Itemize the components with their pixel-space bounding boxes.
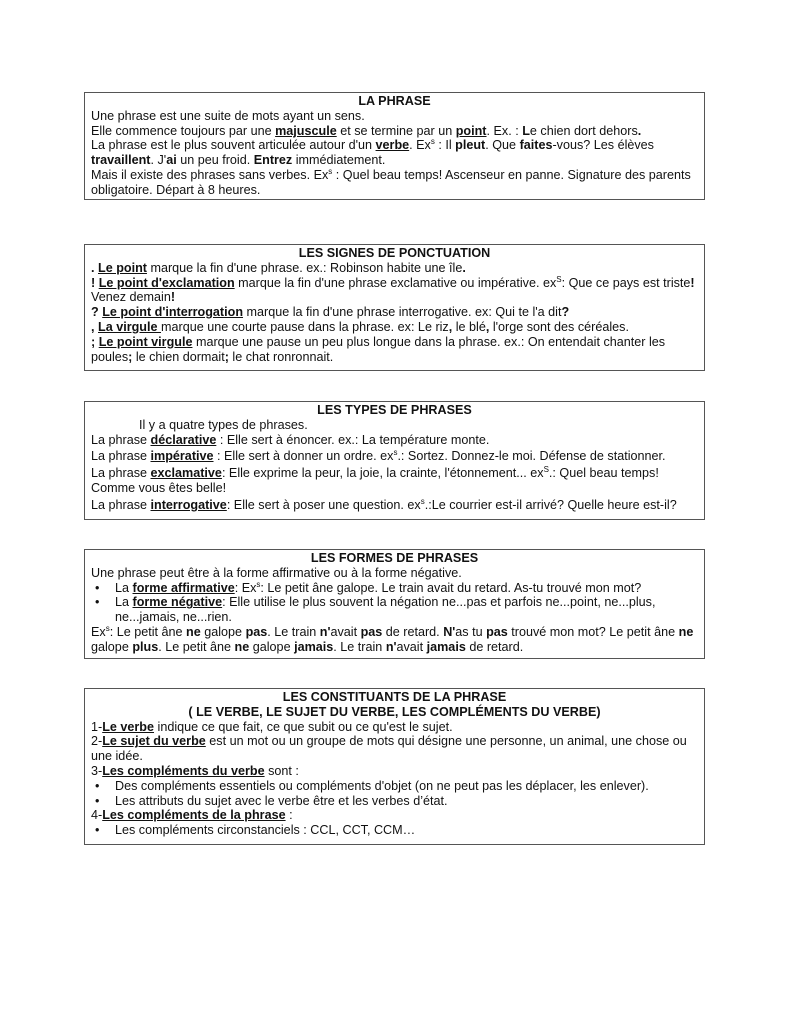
list-item: • Les compléments circonstanciels : CCL, CCT, CCM…	[91, 823, 698, 838]
text-line: Il y a quatre types de phrases.	[139, 417, 308, 432]
keyword: déclarative	[150, 432, 217, 447]
keyword: Le point virgule	[98, 334, 193, 349]
text-line: Une phrase peut être à la forme affirmative ou à la forme négative.	[91, 565, 462, 580]
text-line: travaillent. J'ai un peu froid. Entrez immédiatement.	[91, 153, 386, 168]
text-line: Ex$^s$: Le petit âne ne galope pas. Le train n'avait pas de retard. N'as tu pas trouvé mon mot? Le petit âne ne galope plus. Le petit âne ne galope jamais. Le train n'avait jamais de retard.	[91, 623, 694, 654]
list-item: • Des compléments essentiels ou compléments d'objet (on ne peut pas les déplacer, les enlever).	[91, 779, 698, 794]
keyword: verbe	[375, 138, 410, 153]
keyword: interrogative	[150, 497, 227, 512]
text-line: 4-Les compléments de la phrase :	[91, 808, 293, 823]
keyword: Les compléments de la phrase	[102, 808, 286, 823]
section-ponctuation	[84, 244, 705, 371]
text-line: 2-Le sujet du verbe est un mot ou un groupe de mots qui désigne une personne, un animal, une chose ou une idée.	[91, 734, 687, 764]
keyword: exclamative	[150, 466, 222, 481]
keyword: La virgule	[98, 319, 161, 334]
section-la-phrase	[84, 92, 705, 200]
text-line: ! Le point d'exclamation marque la fin d'une phrase exclamative ou impérative. $ex^S$: Que ce pays est triste! Venez demain!	[91, 274, 695, 305]
section-constituants	[84, 688, 705, 845]
list-item: • Les attributs du sujet avec le verbe être et les verbes d’état.	[91, 794, 698, 809]
section-title: LA PHRASE	[358, 94, 431, 108]
keyword: Le point d'interrogation	[102, 305, 244, 320]
keyword: Le point	[98, 260, 147, 275]
bullet-list	[91, 779, 698, 809]
list-item: • La forme négative: Elle utilise le plus souvent la négation ne...pas et parfois ne...point, ne...plus, ne...jamais, ne...rien.	[91, 595, 698, 625]
list-item: • La forme affirmative: Ex$^s$: Le petit âne galope. Le train avait du retard. As-tu trouvé mon mot?	[91, 581, 698, 596]
bullet-list	[91, 823, 698, 838]
keyword: Le point d'exclamation	[98, 275, 235, 290]
text-line: La phrase est le plus souvent articulée autour d'un verbe. Ex$^s$ : Il pleut. Que faites-vous? Les élèves	[91, 137, 654, 153]
text-line: La phrase exclamative: Elle exprime la peur, la joie, la crainte, l'étonnement... $ex^S$.: Quel beau temps! Comme vous êtes belle!	[91, 465, 659, 495]
text-line: La phrase déclarative : Elle sert à énoncer. ex.: La température monte.	[91, 432, 490, 447]
text-line: Mais il existe des phrases sans verbes. Ex$^s$ : Quel beau temps! Ascenseur en panne. Signature des parents obligatoire. Départ à 8 heures.	[91, 166, 691, 197]
keyword: forme affirmative	[132, 580, 235, 595]
text-line: 3-Les compléments du verbe sont :	[91, 763, 299, 778]
keyword: Les compléments du verbe	[102, 763, 265, 778]
keyword: Le sujet du verbe	[102, 734, 206, 749]
section-title: LES FORMES DE PHRASES	[310, 551, 479, 565]
text-line: La phrase interrogative: Elle sert à poser une question. $ex^s.:Le$ courrier est-il arrivé? Quelle heure est-il?	[91, 496, 677, 512]
text-line: . Le point marque la fin d'une phrase. ex.: Robinson habite une île.	[91, 260, 466, 275]
text-line: ? Le point d'interrogation marque la fin d'une phrase interrogative. ex: Qui te l'a dit?	[91, 305, 570, 320]
keyword: majuscule	[275, 123, 337, 138]
text-line: Elle commence toujours par une majuscule et se termine par un point. Ex. : Le chien dort dehors.	[91, 123, 642, 138]
section-title: LES CONSTITUANTS DE LA PHRASE	[282, 690, 507, 704]
section-types	[84, 401, 705, 520]
keyword: impérative	[150, 449, 214, 464]
text-line: La phrase impérative : Elle sert à donner un ordre. $ex^s$.: Sortez. Donnez-le moi. Défense de stationner.	[91, 448, 666, 464]
section-formes	[84, 549, 705, 659]
text-line: , La virgule marque une courte pause dans la phrase. ex: Le riz, le blé, l'orge sont des céréales.	[91, 319, 629, 334]
text-line: Une phrase est une suite de mots ayant un sens.	[91, 108, 365, 123]
text-line: ; Le point virgule marque une pause un peu plus longue dans la phrase. ex.: On entendait chanter les poules; le chien dormait; le chat ronronnait.	[91, 334, 666, 364]
keyword: Le verbe	[102, 719, 155, 734]
section-subtitle: ( LE VERBE, LE SUJET DU VERBE, LES COMPLÉMENTS DU VERBE)	[188, 704, 601, 719]
text-line: 1-Le verbe indique ce que fait, ce que subit ou ce qu'est le sujet.	[91, 719, 453, 734]
section-title: LES TYPES DE PHRASES	[317, 403, 472, 417]
bullet-list	[91, 581, 698, 625]
keyword: forme négative	[132, 595, 223, 610]
keyword: point	[455, 123, 487, 138]
section-title: LES SIGNES DE PONCTUATION	[298, 246, 491, 260]
